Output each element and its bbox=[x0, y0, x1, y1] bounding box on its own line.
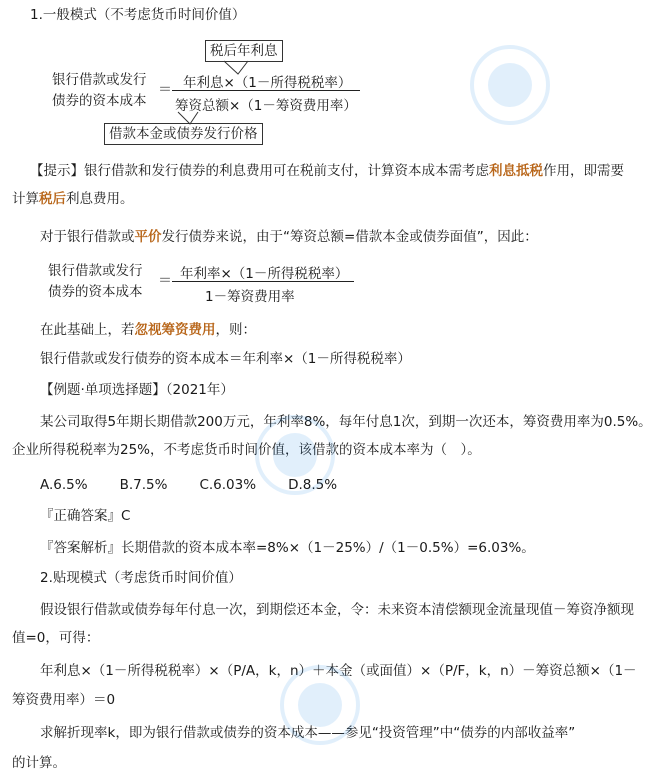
option-a: A.6.5% bbox=[40, 477, 88, 493]
tip-text-b: 作用，即需要 bbox=[543, 163, 624, 179]
answer-analysis: 『答案解析』长期借款的资本成本率=8%×（1－25%）/（1－0.5%）=6.03%。 bbox=[40, 540, 535, 556]
highlight-ignore-fees: 忽视筹资费用 bbox=[134, 322, 216, 338]
para-ignore-fees bbox=[40, 321, 256, 339]
formula1-denominator: 筹资总额×（1－筹资费用率） bbox=[175, 98, 357, 114]
discount-formula-line1: 年利息×（1－所得税税率）×（P/A，k，n）＋本金（或面值）×（P/F，k，n）－筹资总额×（1－ bbox=[40, 663, 637, 679]
example-question-line2: 企业所得税税率为25%，不考虑货币时间价值，该借款的资本成本率为（ ）。 bbox=[12, 442, 481, 458]
highlight-par: 平价 bbox=[134, 229, 162, 245]
section2-para2-line2: 的计算。 bbox=[12, 755, 66, 771]
para2-text-b: 发行债券来说，由于“筹资总额=借款本金或债券面值”，因此： bbox=[161, 229, 538, 245]
option-d: D.8.5% bbox=[288, 477, 338, 493]
formula2-lhs-line1: 银行借款或发行 bbox=[48, 263, 143, 279]
formula1-numerator: 年利息×（1－所得税税率） bbox=[183, 75, 352, 91]
section2-para2-line1: 求解折现率k，即为银行借款或债券的资本成本——参见“投资管理”中“债券的内部收益率” bbox=[40, 725, 576, 741]
watermark-seal-icon bbox=[470, 40, 580, 130]
formula2-fraction-bar bbox=[172, 281, 354, 282]
formula2-lhs-line2: 债券的资本成本 bbox=[48, 284, 143, 300]
tip-highlight-after-tax: 税后 bbox=[39, 191, 66, 207]
callout-after-tax-interest: 税后年利息 bbox=[205, 40, 283, 62]
tip-text-a: 【提示】银行借款和发行债券的利息费用可在税前支付，计算资本成本需考虑 bbox=[30, 163, 489, 179]
option-c: C.6.03% bbox=[199, 477, 257, 493]
formula1-equals: ＝ bbox=[158, 82, 172, 98]
section-2-title: 2.贴现模式（考虑货币时间价值） bbox=[40, 570, 242, 586]
section2-para1-line1: 假设银行借款或债券每年付息一次，到期偿还本金，令：未来资本清偿额现金流量现值－筹资净额现 bbox=[40, 602, 634, 618]
formula2-numerator: 年利率×（1－所得税税率） bbox=[180, 266, 349, 282]
para3-text-b: ，则： bbox=[215, 322, 256, 338]
answer-options bbox=[40, 476, 369, 494]
tip2-text-b: 利息费用。 bbox=[66, 191, 134, 207]
tip-line1 bbox=[30, 162, 624, 180]
formula2-denominator: 1－筹资费用率 bbox=[205, 289, 295, 305]
correct-answer: 『正确答案』C bbox=[40, 508, 131, 524]
section2-para1-line2: 值=0，可得： bbox=[12, 630, 100, 646]
tip-highlight-tax-shield: 利息抵税 bbox=[489, 163, 543, 179]
para3-text-a: 在此基础上，若 bbox=[40, 322, 135, 338]
para2-text-a: 对于银行借款或 bbox=[40, 229, 135, 245]
simplified-formula: 银行借款或发行债券的资本成本＝年利率×（1－所得税税率） bbox=[40, 351, 411, 367]
formula1-lhs-line1: 银行借款或发行 bbox=[52, 72, 147, 88]
formula2-equals: ＝ bbox=[158, 273, 172, 289]
para-par-issue bbox=[40, 228, 538, 246]
example-question-line1: 某公司取得5年期长期借款200万元，年利率8%，每年付息1次，到期一次还本，筹资费用率为0.5%。 bbox=[40, 414, 652, 430]
discount-formula-line2: 筹资费用率）＝0 bbox=[12, 692, 116, 708]
callout-principal-or-price: 借款本金或债券发行价格 bbox=[104, 123, 263, 145]
section-1-title: 1.一般模式（不考虑货币时间价值） bbox=[30, 7, 246, 23]
formula1-lhs-line2: 债券的资本成本 bbox=[52, 93, 147, 109]
formula1-fraction-bar bbox=[172, 90, 360, 91]
option-b: B.7.5% bbox=[119, 477, 168, 493]
example-heading: 【例题·单项选择题】（2021年） bbox=[40, 382, 234, 398]
tip-line2 bbox=[12, 190, 134, 208]
tip2-text-a: 计算 bbox=[12, 191, 39, 207]
